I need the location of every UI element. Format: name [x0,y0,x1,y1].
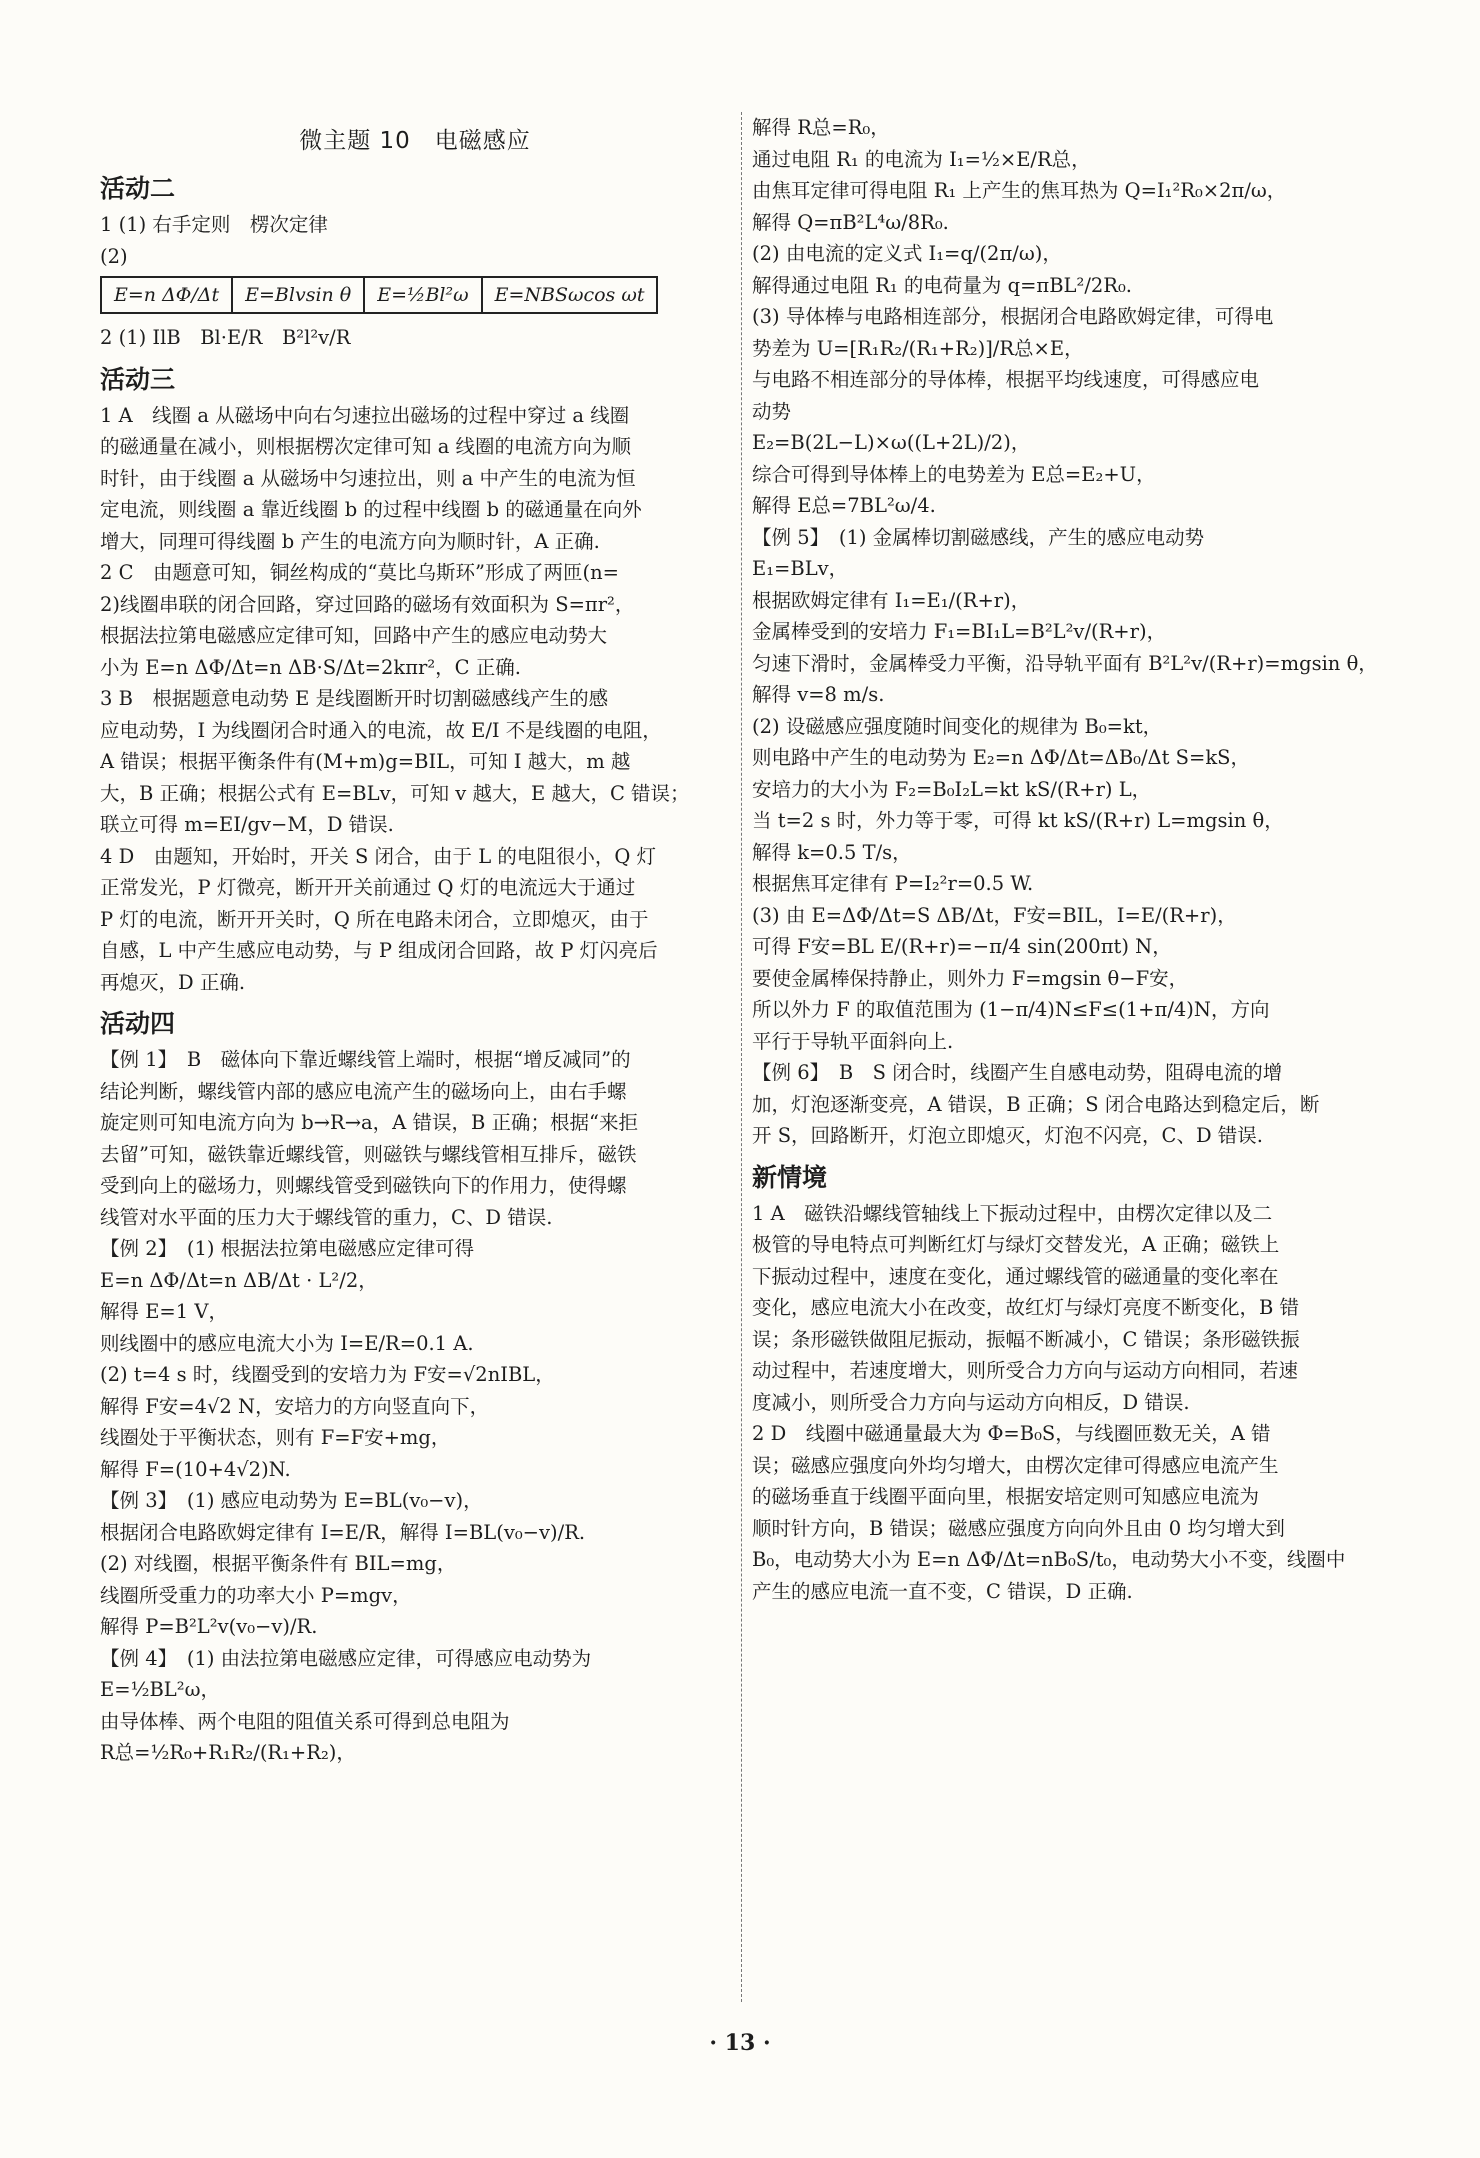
text-line: 【例 5】 (1) 金属棒切割磁感线，产生的感应电动势 [752,525,1205,549]
text-line: 匀速下滑时，金属棒受力平衡，沿导轨平面有 B²L²v/(R+r)=mgsin θ， [752,651,1378,675]
text-line: E=n ΔΦ/Δt=n ΔB/Δt · L²/2， [100,1268,378,1292]
text-line: 当 t=2 s 时，外力等于零，可得 kt kS/(R+r) L=mgsin θ， [752,809,1284,832]
text-line: E₁=BLv， [752,557,849,580]
text-line: 线圈所受重力的功率大小 P=mgv， [100,1583,412,1607]
text-line: E=½BL²ω， [100,1678,220,1701]
text-line: 【例 1】 B 磁体向下靠近螺线管上端时，根据“增反减同”的 [100,1048,631,1071]
text-line: 解得 Q=πB²L⁴ω/8R₀. [752,210,949,234]
formula-cell: E=Blvsin θ [232,277,364,313]
text-line: 与电路不相连部分的导体棒，根据平均线速度，可得感应电 [752,368,1260,391]
continued-answers [752,112,1392,1152]
text-line: (2) 设磁感应强度随时间变化的规律为 B₀=kt， [752,714,1163,738]
column-divider [741,112,742,2002]
text-line: 旋定则可知电流方向为 b→R→a，A 错误，B 正确；根据“来拒 [100,1111,638,1134]
text-line: 2 D 线圈中磁通量最大为 Φ=B₀S，与线圈匝数无关，A 错 [752,1422,1271,1445]
text-line: 平行于导轨平面斜向上. [752,1029,954,1053]
text-line: 金属棒受到的安培力 F₁=BI₁L=B²L²v/(R+r)， [752,620,1167,643]
text-line: 解得 P=B²L²v(v₀−v)/R. [100,1615,318,1638]
text-line: 解得 E总=7BL²ω/4. [752,494,936,517]
text-line: 线圈处于平衡状态，则有 F=F安+mg， [100,1426,451,1449]
text-line: 去留”可知，磁铁靠近螺线管，则磁铁与螺线管相互排斥，磁铁 [100,1142,637,1166]
text-line: 下振动过程中，速度在变化，通过螺线管的磁通量的变化率在 [752,1264,1279,1288]
text-line: 根据焦耳定律有 P=I₂²r=0.5 W. [752,872,1034,895]
text-line: 势差为 U=[R₁R₂/(R₁+R₂)]/R总×E， [752,336,1084,360]
text-line: 所以外力 F 的取值范围为 (1−π/4)N≤F≤(1+π/4)N，方向 [752,998,1270,1021]
text-line: 线管对水平面的压力大于螺线管的重力，C、D 错误. [100,1205,553,1229]
text-line: 解得通过电阻 R₁ 的电荷量为 q=πBL²/2R₀. [752,273,1133,297]
formula-cell: E=½Bl²ω [364,277,481,313]
text-line: (2) 由电流的定义式 I₁=q/(2π/ω)， [752,242,1062,265]
text-line: E₂=B(2L−L)×ω((L+2L)/2)， [752,431,1031,454]
text-line: 联立可得 m=EI/gv−M，D 错误. [100,813,394,836]
page-number: · 13 · [709,2030,771,2056]
right-column [752,112,1392,2152]
text-line: 由导体棒、两个电阻的阻值关系可得到总电阻为 [100,1709,510,1733]
text-line: (2) 对线圈，根据平衡条件有 BIL=mg， [100,1552,457,1575]
text-line: 加，灯泡逐渐变亮，A 错误，B 正确；S 闭合电路达到稳定后，断 [752,1092,1320,1116]
text-line: 动过程中，若速度增大，则所受合力方向与运动方向相同，若速 [752,1359,1299,1382]
text-line: A 错误；根据平衡条件有(M+m)g=BIL，可知 I 越大，m 越 [100,750,631,773]
text-line: 【例 2】 (1) 根据法拉第电磁感应定律可得 [100,1237,475,1260]
text-line: (2) t=4 s 时，线圈受到的安培力为 F安=√2nIBL， [100,1363,555,1386]
text-line: 定电流，则线圈 a 靠近线圈 b 的过程中线圈 b 的磁通量在向外 [100,498,642,521]
section-heading-activity-4: 活动四 [100,1009,176,1038]
text-line: 受到向上的磁场力，则螺线管受到磁铁向下的作用力，使得螺 [100,1174,627,1197]
text-line: 2 C 由题意可知，铜丝构成的“莫比乌斯环”形成了两匝(n= [100,561,619,584]
text-line: 解得 R总=R₀， [752,116,890,139]
text-line: 通过电阻 R₁ 的电流为 I₁=½×E/R总， [752,147,1091,171]
activity-4-answers [100,1044,730,1769]
text-line: 2)线圈串联的闭合回路，穿过回路的磁场有效面积为 S=πr²， [100,592,635,616]
text-line: 误；条形磁铁做阻尼振动，振幅不断减小，C 错误；条形磁铁振 [752,1327,1300,1351]
text-line: 应电动势，I 为线圈闭合时通入的电流，故 E/I 不是线圈的电阻， [100,718,662,742]
text-line: 的磁场垂直于线圈平面向里，根据安培定则可知感应电流为 [752,1485,1260,1508]
text-line: B₀，电动势大小为 E=n ΔΦ/Δt=nB₀S/t₀，电动势大小不变，线圈中 [752,1548,1346,1571]
text-line: 安培力的大小为 F₂=B₀I₂L=kt kS/(R+r) L， [752,777,1152,801]
formula-table [100,276,658,314]
text-line: 时针，由于线圈 a 从磁场中匀速拉出，则 a 中产生的电流为恒 [100,466,636,490]
section-heading-new-context: 新情境 [752,1162,828,1192]
text-line: 解得 F安=4√2 N，安培力的方向竖直向下， [100,1394,490,1418]
text-line: 综合可得到导体棒上的电势差为 E总=E₂+U， [752,462,1156,486]
text-line: 产生的感应电流一直不变，C 错误，D 正确. [752,1579,1133,1603]
answer-line: (2) [100,244,128,268]
text-line: 1 A 磁铁沿螺线管轴线上下振动过程中，由楞次定律以及二 [752,1201,1273,1225]
text-line: 大，B 正确；根据公式有 E=BLv，可知 v 越大，E 越大，C 错误； [100,781,690,805]
text-line: 【例 6】 B S 闭合时，线圈产生自感电动势，阻碍电流的增 [752,1061,1283,1084]
text-line: 解得 F=(10+4√2)N. [100,1457,291,1481]
formula-cell: E=NBSωcos ωt [482,277,658,313]
text-line: 4 D 由题知，开始时，开关 S 闭合，由于 L 的电阻很小，Q 灯 [100,844,657,868]
text-line: 极管的导电特点可判断红灯与绿灯交替发光，A 正确；磁铁上 [752,1233,1280,1256]
text-line: 顺时针方向，B 错误；磁感应强度方向向外且由 0 均匀增大到 [752,1516,1285,1540]
text-line: 解得 E=1 V， [100,1300,228,1323]
answer-line: 2 (1) IlB Bl·E/R B²l²v/R [100,326,351,349]
text-line: 的磁通量在减小，则根据楞次定律可知 a 线圈的电流方向为顺 [100,435,632,458]
text-line: 【例 4】 (1) 由法拉第电磁感应定律，可得感应电动势为 [100,1646,592,1670]
text-line: 则线圈中的感应电流大小为 I=E/R=0.1 A. [100,1331,474,1355]
text-line: 再熄灭，D 正确. [100,970,246,994]
text-line: 解得 v=8 m/s. [752,683,885,706]
text-line: 小为 E=n ΔΦ/Δt=n ΔB·S/Δt=2kπr²，C 正确. [100,655,521,679]
text-line: 动势 [752,399,792,423]
answer-line: 1 (1) 右手定则 楞次定律 [100,213,328,236]
section-heading-activity-3: 活动三 [100,364,176,394]
text-line: 误；磁感应强度向外均匀增大，由楞次定律可得感应电流产生 [752,1453,1279,1477]
text-line: 则电路中产生的电动势为 E₂=n ΔΦ/Δt=ΔB₀/Δt S=kS， [752,746,1251,769]
text-line: 度减小，则所受合力方向与运动方向相反，D 错误. [752,1390,1190,1414]
text-line: 【例 3】 (1) 感应电动势为 E=BL(v₀−v)， [100,1489,483,1512]
text-line: 开 S，回路断开，灯泡立即熄灭，灯泡不闪亮，C、D 错误. [752,1124,1264,1147]
text-line: 结论判断，螺线管内部的感应电流产生的磁场向上，由右手螺 [100,1079,627,1103]
text-line: 1 A 线圈 a 从磁场中向右匀速拉出磁场的过程中穿过 a 线圈 [100,403,630,427]
text-line: 3 B 根据题意电动势 E 是线圈断开时切割磁感线产生的感 [100,687,609,710]
text-line: 要使金属棒保持静止，则外力 F=mgsin θ−F安， [752,966,1189,990]
text-line: 自感，L 中产生感应电动势，与 P 组成闭合回路，故 P 灯闪亮后 [100,939,658,962]
text-line: 根据法拉第电磁感应定律可知，回路中产生的感应电动势大 [100,624,608,647]
text-line: (3) 由 E=ΔΦ/Δt=S ΔB/Δt，F安=BIL，I=E/(R+r)， [752,903,1237,927]
text-line: 可得 F安=BL E/(R+r)=−π/4 sin(200πt) N， [752,935,1172,958]
text-line: 解得 k=0.5 T/s， [752,840,912,864]
left-column [100,118,730,2158]
text-line: 增大，同理可得线圈 b 产生的电流方向为顺时针，A 正确. [100,529,600,553]
text-line: 根据欧姆定律有 I₁=E₁/(R+r)， [752,588,1031,612]
text-line: 由焦耳定律可得电阻 R₁ 上产生的焦耳热为 Q=I₁²R₀×2π/ω， [752,179,1287,202]
text-line: R总=½R₀+R₁R₂/(R₁+R₂)， [100,1741,356,1764]
text-line: (3) 导体棒与电路相连部分，根据闭合电路欧姆定律，可得电 [752,305,1274,328]
page-title: 微主题 10 电磁感应 [299,128,531,154]
text-line: 正常发光，P 灯微亮，断开开关前通过 Q 灯的电流远大于通过 [100,876,636,899]
formula-cell: E=n ΔΦ/Δt [101,277,232,313]
activity-3-answers [100,400,730,999]
text-line: 根据闭合电路欧姆定律有 I=E/R，解得 I=BL(v₀−v)/R. [100,1520,586,1544]
section-heading-activity-2: 活动二 [100,174,176,203]
new-context-answers [752,1198,1392,1608]
text-line: P 灯的电流，断开开关时，Q 所在电路未闭合，立即熄灭，由于 [100,907,649,931]
text-line: 变化，感应电流大小在改变，故红灯与绿灯亮度不断变化，B 错 [752,1296,1300,1319]
